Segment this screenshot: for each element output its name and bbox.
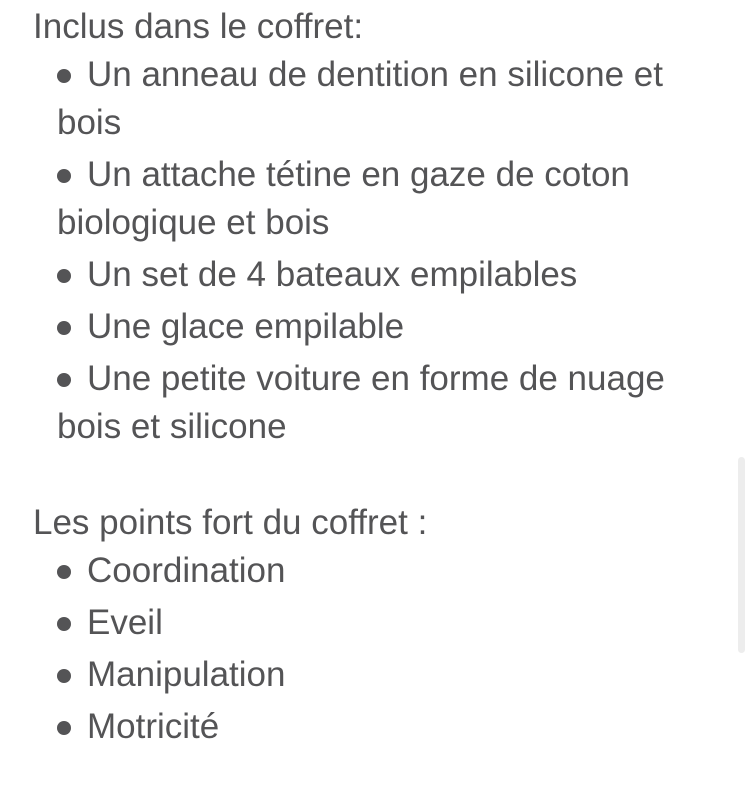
list-item [57, 599, 702, 647]
bullet-icon [57, 321, 71, 335]
list-item-text: Motricité [87, 707, 220, 746]
bullet-icon [57, 721, 71, 735]
bullet-icon [57, 373, 71, 387]
list-item-text: Une glace empilable [87, 307, 405, 346]
list-item-text: Coordination [87, 551, 286, 590]
highlights-section-heading: Les points fort du coffret : [33, 503, 428, 542]
list-item [57, 703, 702, 751]
included-items-list [33, 51, 710, 451]
list-item-text: Un set de 4 bateaux empilables [87, 255, 578, 294]
bullet-icon [57, 669, 71, 683]
bullet-icon [57, 169, 71, 183]
list-item [57, 303, 702, 351]
list-item-text: Eveil [87, 603, 163, 642]
list-item-text: Une petite voiture en forme de nuage bois et silicone [57, 359, 665, 446]
list-item-text: Un attache tétine en gaze de coton biologique et bois [57, 155, 630, 242]
bullet-icon [57, 617, 71, 631]
bullet-icon [57, 69, 71, 83]
highlights-items-list [33, 547, 710, 751]
list-item [57, 651, 702, 699]
list-item [57, 151, 702, 247]
included-section-heading: Inclus dans le coffret: [33, 7, 364, 46]
list-item [57, 547, 702, 595]
list-item-text: Manipulation [87, 655, 286, 694]
list-item [57, 251, 702, 299]
list-item-text: Un anneau de dentition en silicone et bois [57, 55, 663, 142]
scrollbar-thumb[interactable] [738, 457, 745, 653]
bullet-icon [57, 565, 71, 579]
bullet-icon [57, 269, 71, 283]
list-item [57, 355, 702, 451]
list-item [57, 51, 702, 147]
